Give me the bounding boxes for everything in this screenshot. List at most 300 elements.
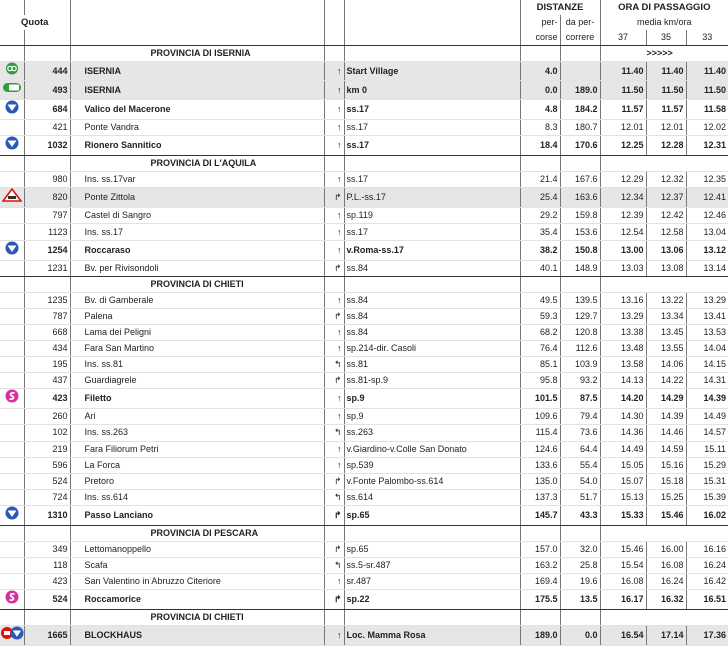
row-icon-cell	[0, 172, 24, 188]
quota: 349	[24, 541, 70, 557]
row-icon-cell	[0, 457, 24, 473]
direction-arrow: ↑	[324, 224, 344, 240]
time-35: 11.40	[646, 62, 686, 81]
route-row	[0, 373, 728, 389]
road: ss.5-sr.487	[344, 558, 520, 574]
row-icon-cell	[0, 389, 24, 409]
location: Pretoro	[70, 473, 324, 489]
km-remaining: 184.2	[560, 100, 600, 120]
route-row	[0, 341, 728, 357]
km-remaining: 159.8	[560, 208, 600, 224]
location: Filetto	[70, 389, 324, 409]
route-row	[0, 626, 728, 646]
route-row	[0, 100, 728, 120]
location: Roccaraso	[70, 240, 324, 260]
row-icon-cell	[0, 81, 24, 100]
quota: 434	[24, 341, 70, 357]
route-row	[0, 425, 728, 441]
km-covered: 49.5	[520, 292, 560, 308]
time-35: 12.58	[646, 224, 686, 240]
time-35: 16.32	[646, 590, 686, 610]
row-icon-cell	[0, 208, 24, 224]
road: ss.17	[344, 120, 520, 136]
time-37: 12.39	[600, 208, 646, 224]
row-icon-cell	[0, 473, 24, 489]
province-arrow-marker	[600, 276, 728, 292]
quota: 195	[24, 357, 70, 373]
location: Rionero Sannitico	[70, 136, 324, 156]
route-row	[0, 441, 728, 457]
route-row	[0, 224, 728, 240]
km-remaining: 103.9	[560, 357, 600, 373]
time-33: 16.51	[686, 590, 728, 610]
time-33: 13.41	[686, 308, 728, 324]
speed-33: 33	[686, 30, 728, 46]
row-icon-cell	[0, 292, 24, 308]
km-remaining: 139.5	[560, 292, 600, 308]
time-37: 13.00	[600, 240, 646, 260]
gpm-icon	[3, 136, 21, 155]
time-33: 11.58	[686, 100, 728, 120]
route-row	[0, 172, 728, 188]
location: BLOCKHAUS	[70, 626, 324, 646]
km-remaining: 51.7	[560, 489, 600, 505]
time-33: 15.39	[686, 489, 728, 505]
quota: 423	[24, 574, 70, 590]
direction-arrow: ↑	[324, 81, 344, 100]
time-33: 14.39	[686, 389, 728, 409]
quota: 524	[24, 590, 70, 610]
direction-arrow: ↑	[324, 208, 344, 224]
road: ss.81-sp.9	[344, 373, 520, 389]
quota: 1310	[24, 505, 70, 525]
direction-arrow: ↱	[324, 473, 344, 489]
km-remaining: 120.8	[560, 324, 600, 340]
row-icon-cell	[0, 224, 24, 240]
time-37: 13.48	[600, 341, 646, 357]
road: ss.614	[344, 489, 520, 505]
time-35: 11.50	[646, 81, 686, 100]
quota: 820	[24, 188, 70, 208]
quota: 421	[24, 120, 70, 136]
km-covered: 21.4	[520, 172, 560, 188]
province-row	[0, 610, 728, 626]
km-remaining: 180.7	[560, 120, 600, 136]
road: ss.17	[344, 136, 520, 156]
km-covered: 4.8	[520, 100, 560, 120]
direction-arrow: ↑	[324, 172, 344, 188]
km-covered: 29.2	[520, 208, 560, 224]
time-33: 14.49	[686, 409, 728, 425]
location: Fara Filiorum Petri	[70, 441, 324, 457]
km-covered: 169.4	[520, 574, 560, 590]
route-row	[0, 389, 728, 409]
km-covered: 95.8	[520, 373, 560, 389]
percorrere-label-2: correre	[560, 30, 600, 46]
km-covered: 4.0	[520, 62, 560, 81]
quota: 787	[24, 308, 70, 324]
time-35: 13.45	[646, 324, 686, 340]
direction-arrow: ↑	[324, 292, 344, 308]
quota: 724	[24, 489, 70, 505]
km-covered: 85.1	[520, 357, 560, 373]
direction-arrow: ↑	[324, 457, 344, 473]
row-icon-cell	[0, 574, 24, 590]
road: v.Giardino-v.Colle San Donato	[344, 441, 520, 457]
km-remaining: 43.3	[560, 505, 600, 525]
road: ss.81	[344, 357, 520, 373]
km-covered: 25.4	[520, 188, 560, 208]
route-row	[0, 208, 728, 224]
ora-header: ORA DI PASSAGGIO	[618, 2, 711, 13]
direction-arrow: ↰	[324, 489, 344, 505]
time-35: 13.08	[646, 260, 686, 276]
location: Guardiagrele	[70, 373, 324, 389]
road: ss.84	[344, 260, 520, 276]
road: ss.17	[344, 172, 520, 188]
road: km 0	[344, 81, 520, 100]
quota: 980	[24, 172, 70, 188]
time-35: 13.22	[646, 292, 686, 308]
time-37: 11.57	[600, 100, 646, 120]
province-row	[0, 525, 728, 541]
time-35: 12.28	[646, 136, 686, 156]
finish-icon	[0, 626, 24, 645]
time-33: 12.35	[686, 172, 728, 188]
direction-arrow: ↰	[324, 357, 344, 373]
time-35: 15.18	[646, 473, 686, 489]
quota: 524	[24, 473, 70, 489]
province-arrow-marker: >>>>>	[600, 46, 728, 62]
direction-arrow: ↑	[324, 100, 344, 120]
location: La Forca	[70, 457, 324, 473]
km-remaining: 150.8	[560, 240, 600, 260]
warning-icon	[2, 188, 22, 207]
km-remaining: 25.8	[560, 558, 600, 574]
time-37: 12.54	[600, 224, 646, 240]
location: Ins. ss.17var	[70, 172, 324, 188]
time-37: 11.50	[600, 81, 646, 100]
location: Lama dei Peligni	[70, 324, 324, 340]
road: v.Fonte Palombo-ss.614	[344, 473, 520, 489]
sprint-icon	[3, 389, 21, 408]
road: sp.9	[344, 409, 520, 425]
direction-arrow: ↱	[324, 541, 344, 557]
distanze-header: DISTANZE	[520, 0, 600, 15]
quota: 118	[24, 558, 70, 574]
time-37: 11.40	[600, 62, 646, 81]
km-covered: 18.4	[520, 136, 560, 156]
time-37: 13.16	[600, 292, 646, 308]
gpm-icon	[3, 506, 21, 525]
km-covered: 38.2	[520, 240, 560, 260]
time-35: 15.16	[646, 457, 686, 473]
km-covered: 137.3	[520, 489, 560, 505]
direction-arrow: ↱	[324, 590, 344, 610]
location: Ponte Zittola	[70, 188, 324, 208]
route-row	[0, 292, 728, 308]
location: Passo Lanciano	[70, 505, 324, 525]
route-row	[0, 489, 728, 505]
time-33: 16.42	[686, 574, 728, 590]
time-35: 13.55	[646, 341, 686, 357]
time-37: 15.13	[600, 489, 646, 505]
row-icon-cell	[0, 240, 24, 260]
time-37: 16.08	[600, 574, 646, 590]
row-icon-cell	[0, 626, 24, 646]
start-icon	[3, 62, 21, 80]
km-remaining: 54.0	[560, 473, 600, 489]
time-33: 13.12	[686, 240, 728, 260]
gpm-icon	[3, 241, 21, 260]
time-35: 14.59	[646, 441, 686, 457]
km-remaining: 148.9	[560, 260, 600, 276]
km-remaining: 129.7	[560, 308, 600, 324]
time-35: 13.34	[646, 308, 686, 324]
time-35: 12.01	[646, 120, 686, 136]
quota: 1231	[24, 260, 70, 276]
speed-37: 37	[600, 30, 646, 46]
route-row	[0, 357, 728, 373]
row-icon-cell	[0, 62, 24, 81]
row-icon-cell	[0, 357, 24, 373]
location: Valico del Macerone	[70, 100, 324, 120]
direction-arrow: ↱	[324, 308, 344, 324]
km-remaining: 167.6	[560, 172, 600, 188]
km-covered: 101.5	[520, 389, 560, 409]
direction-arrow: ↑	[324, 240, 344, 260]
province-name: PROVINCIA DI L'AQUILA	[70, 156, 324, 172]
row-icon-cell	[0, 441, 24, 457]
km-covered: 68.2	[520, 324, 560, 340]
km-remaining	[560, 62, 600, 81]
time-35: 12.37	[646, 188, 686, 208]
row-icon-cell	[0, 505, 24, 525]
km-covered: 175.5	[520, 590, 560, 610]
direction-arrow: ↱	[324, 188, 344, 208]
route-row	[0, 188, 728, 208]
time-37: 12.34	[600, 188, 646, 208]
route-row	[0, 457, 728, 473]
km-remaining: 73.6	[560, 425, 600, 441]
row-icon-cell	[0, 341, 24, 357]
time-35: 14.06	[646, 357, 686, 373]
direction-arrow: ↑	[324, 574, 344, 590]
time-33: 16.24	[686, 558, 728, 574]
route-row	[0, 409, 728, 425]
route-row	[0, 505, 728, 525]
direction-arrow: ↑	[324, 120, 344, 136]
direction-arrow: ↑	[324, 441, 344, 457]
quota: 684	[24, 100, 70, 120]
time-37: 14.30	[600, 409, 646, 425]
province-row	[0, 156, 728, 172]
time-37: 13.29	[600, 308, 646, 324]
time-37: 15.33	[600, 505, 646, 525]
quota: 102	[24, 425, 70, 441]
route-row	[0, 260, 728, 276]
quota: 668	[24, 324, 70, 340]
time-35: 15.25	[646, 489, 686, 505]
quota: 423	[24, 389, 70, 409]
quota: 797	[24, 208, 70, 224]
row-icon-cell	[0, 324, 24, 340]
time-33: 17.36	[686, 626, 728, 646]
road: sp.539	[344, 457, 520, 473]
km-covered: 8.3	[520, 120, 560, 136]
road: sp.65	[344, 541, 520, 557]
km-covered: 133.6	[520, 457, 560, 473]
time-35: 15.46	[646, 505, 686, 525]
time-33: 12.46	[686, 208, 728, 224]
km-remaining: 64.4	[560, 441, 600, 457]
row-icon-cell	[0, 425, 24, 441]
km-covered: 59.3	[520, 308, 560, 324]
road: sp.9	[344, 389, 520, 409]
road: ss.84	[344, 308, 520, 324]
province-name: PROVINCIA DI CHIETI	[70, 276, 324, 292]
time-37: 12.29	[600, 172, 646, 188]
row-icon-cell	[0, 558, 24, 574]
quota: 1254	[24, 240, 70, 260]
direction-arrow: ↱	[324, 373, 344, 389]
km-remaining: 55.4	[560, 457, 600, 473]
location: Ari	[70, 409, 324, 425]
road: sp.65	[344, 505, 520, 525]
road: sp.214-dir. Casoli	[344, 341, 520, 357]
route-row	[0, 62, 728, 81]
km-remaining: 153.6	[560, 224, 600, 240]
row-icon-cell	[0, 409, 24, 425]
quota: 1665	[24, 626, 70, 646]
time-33: 12.02	[686, 120, 728, 136]
km-covered: 124.6	[520, 441, 560, 457]
time-33: 13.04	[686, 224, 728, 240]
percorse-label-1: per-	[520, 15, 560, 30]
time-33: 14.04	[686, 341, 728, 357]
time-33: 15.29	[686, 457, 728, 473]
time-35: 17.14	[646, 626, 686, 646]
direction-arrow: ↱	[324, 260, 344, 276]
km-covered: 189.0	[520, 626, 560, 646]
route-row	[0, 541, 728, 557]
time-33: 13.53	[686, 324, 728, 340]
time-35: 14.22	[646, 373, 686, 389]
km-remaining: 112.6	[560, 341, 600, 357]
quota-header: Quota	[0, 15, 70, 30]
direction-arrow: ↑	[324, 62, 344, 81]
road: ss.84	[344, 324, 520, 340]
row-icon-cell	[0, 541, 24, 557]
km-covered: 0.0	[520, 81, 560, 100]
time-37: 16.17	[600, 590, 646, 610]
quota: 219	[24, 441, 70, 457]
time-33: 11.40	[686, 62, 728, 81]
road: ss.84	[344, 292, 520, 308]
km-remaining: 170.6	[560, 136, 600, 156]
location: Ponte Vandra	[70, 120, 324, 136]
quota: 1123	[24, 224, 70, 240]
time-33: 12.31	[686, 136, 728, 156]
row-icon-cell	[0, 308, 24, 324]
km-remaining: 163.6	[560, 188, 600, 208]
percorse-label-2: corse	[520, 30, 560, 46]
time-37: 13.03	[600, 260, 646, 276]
direction-arrow: ↑	[324, 324, 344, 340]
quota: 437	[24, 373, 70, 389]
quota: 596	[24, 457, 70, 473]
road: v.Roma-ss.17	[344, 240, 520, 260]
route-row	[0, 590, 728, 610]
km-covered: 135.0	[520, 473, 560, 489]
media-label: media km/ora	[637, 17, 692, 27]
route-row	[0, 308, 728, 324]
location: Bv. di Gamberale	[70, 292, 324, 308]
route-row	[0, 324, 728, 340]
province-name: PROVINCIA DI ISERNIA	[70, 46, 324, 62]
time-37: 12.01	[600, 120, 646, 136]
row-icon-cell	[0, 489, 24, 505]
time-33: 14.15	[686, 357, 728, 373]
time-37: 13.38	[600, 324, 646, 340]
km-remaining: 13.5	[560, 590, 600, 610]
road: sr.487	[344, 574, 520, 590]
km0-icon	[2, 81, 22, 99]
quota: 444	[24, 62, 70, 81]
route-row	[0, 120, 728, 136]
quota: 1235	[24, 292, 70, 308]
location: Roccamorice	[70, 590, 324, 610]
row-icon-cell	[0, 188, 24, 208]
direction-arrow: ↑	[324, 136, 344, 156]
quota: 1032	[24, 136, 70, 156]
time-33: 12.41	[686, 188, 728, 208]
row-icon-cell	[0, 260, 24, 276]
route-row	[0, 136, 728, 156]
time-35: 14.46	[646, 425, 686, 441]
quota: 260	[24, 409, 70, 425]
km-remaining: 189.0	[560, 81, 600, 100]
time-33: 16.02	[686, 505, 728, 525]
speed-35: 35	[646, 30, 686, 46]
time-37: 14.20	[600, 389, 646, 409]
time-33: 15.31	[686, 473, 728, 489]
direction-arrow: ↱	[324, 505, 344, 525]
km-covered: 40.1	[520, 260, 560, 276]
time-35: 12.32	[646, 172, 686, 188]
direction-arrow: ↰	[324, 425, 344, 441]
time-33: 13.14	[686, 260, 728, 276]
time-33: 15.11	[686, 441, 728, 457]
time-37: 16.54	[600, 626, 646, 646]
province-arrow-marker	[600, 156, 728, 172]
km-covered: 35.4	[520, 224, 560, 240]
km-remaining: 32.0	[560, 541, 600, 557]
time-37: 14.36	[600, 425, 646, 441]
route-row	[0, 240, 728, 260]
time-37: 15.46	[600, 541, 646, 557]
km-covered: 109.6	[520, 409, 560, 425]
route-row	[0, 558, 728, 574]
location: Lettomanoppello	[70, 541, 324, 557]
time-37: 13.58	[600, 357, 646, 373]
province-name: PROVINCIA DI CHIETI	[70, 610, 324, 626]
location: Castel di Sangro	[70, 208, 324, 224]
km-covered: 163.2	[520, 558, 560, 574]
time-35: 13.06	[646, 240, 686, 260]
location: Ins. ss.17	[70, 224, 324, 240]
location: Scafa	[70, 558, 324, 574]
